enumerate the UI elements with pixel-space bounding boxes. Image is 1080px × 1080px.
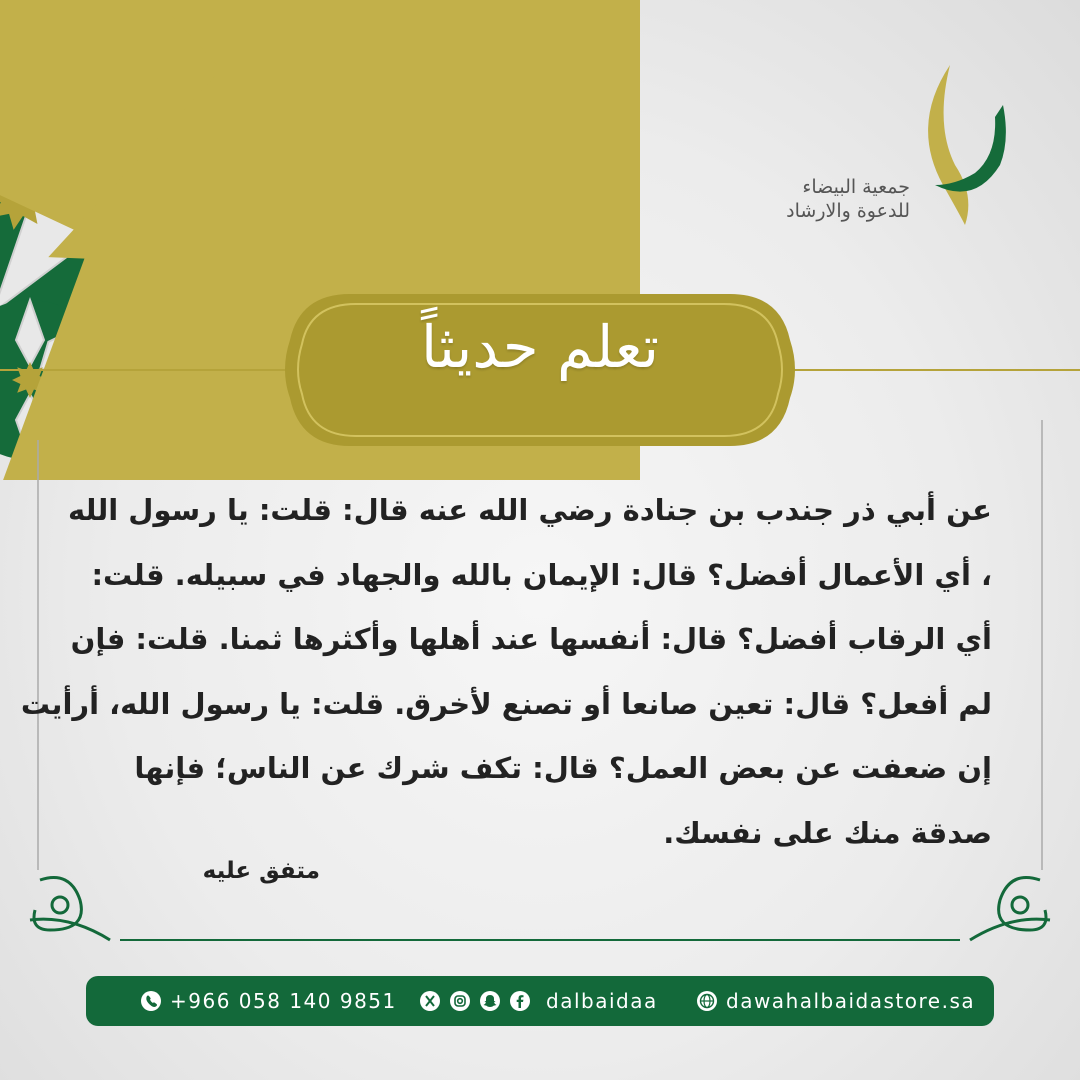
social-handle[interactable]: dalbaidaa <box>546 989 658 1013</box>
hadith-line: أي الرقاب أفضل؟ قال: أنفسها عند أهلها وأكثرها ثمنا. قلت: فإن <box>70 622 992 656</box>
x-icon[interactable] <box>419 990 441 1012</box>
contact-footer <box>86 976 994 1026</box>
instagram-icon[interactable] <box>449 990 471 1012</box>
phone-number[interactable]: +966 058 140 9851 <box>170 989 397 1013</box>
logo-mark <box>905 55 1015 230</box>
corner-flourish-left <box>30 878 110 941</box>
hadith-line: إن ضعفت عن بعض العمل؟ قال: تكف شرك عن الناس؛ فإنها <box>134 751 992 785</box>
hadith-line: عن أبي ذر جندب بن جنادة رضي الله عنه قال: قلت: يا رسول الله <box>67 493 992 527</box>
phone-icon <box>140 990 162 1012</box>
page-title: تعلم حديثاً <box>421 313 659 381</box>
snapchat-icon[interactable] <box>479 990 501 1012</box>
website-link[interactable]: dawahalbaidastore.sa <box>726 989 976 1013</box>
hadith-attribution: متفق عليه <box>202 858 320 884</box>
corner-flourish-right <box>970 878 1050 941</box>
facebook-icon[interactable] <box>509 990 531 1012</box>
hadith-line: ، أي الأعمال أفضل؟ قال: الإيمان بالله والجهاد في سبيله. قلت: <box>91 557 992 592</box>
hadith-line: صدقة منك على نفسك. <box>663 815 992 850</box>
logo-name: جمعية البيضاء <box>802 176 910 198</box>
logo-subtitle: للدعوة والارشاد <box>786 200 910 222</box>
hadith-line: لم أفعل؟ قال: تعين صانعا أو تصنع لأخرق. قلت: يا رسول الله، أرأيت <box>20 686 992 721</box>
hadith-text <box>20 478 992 865</box>
globe-icon <box>696 990 718 1012</box>
